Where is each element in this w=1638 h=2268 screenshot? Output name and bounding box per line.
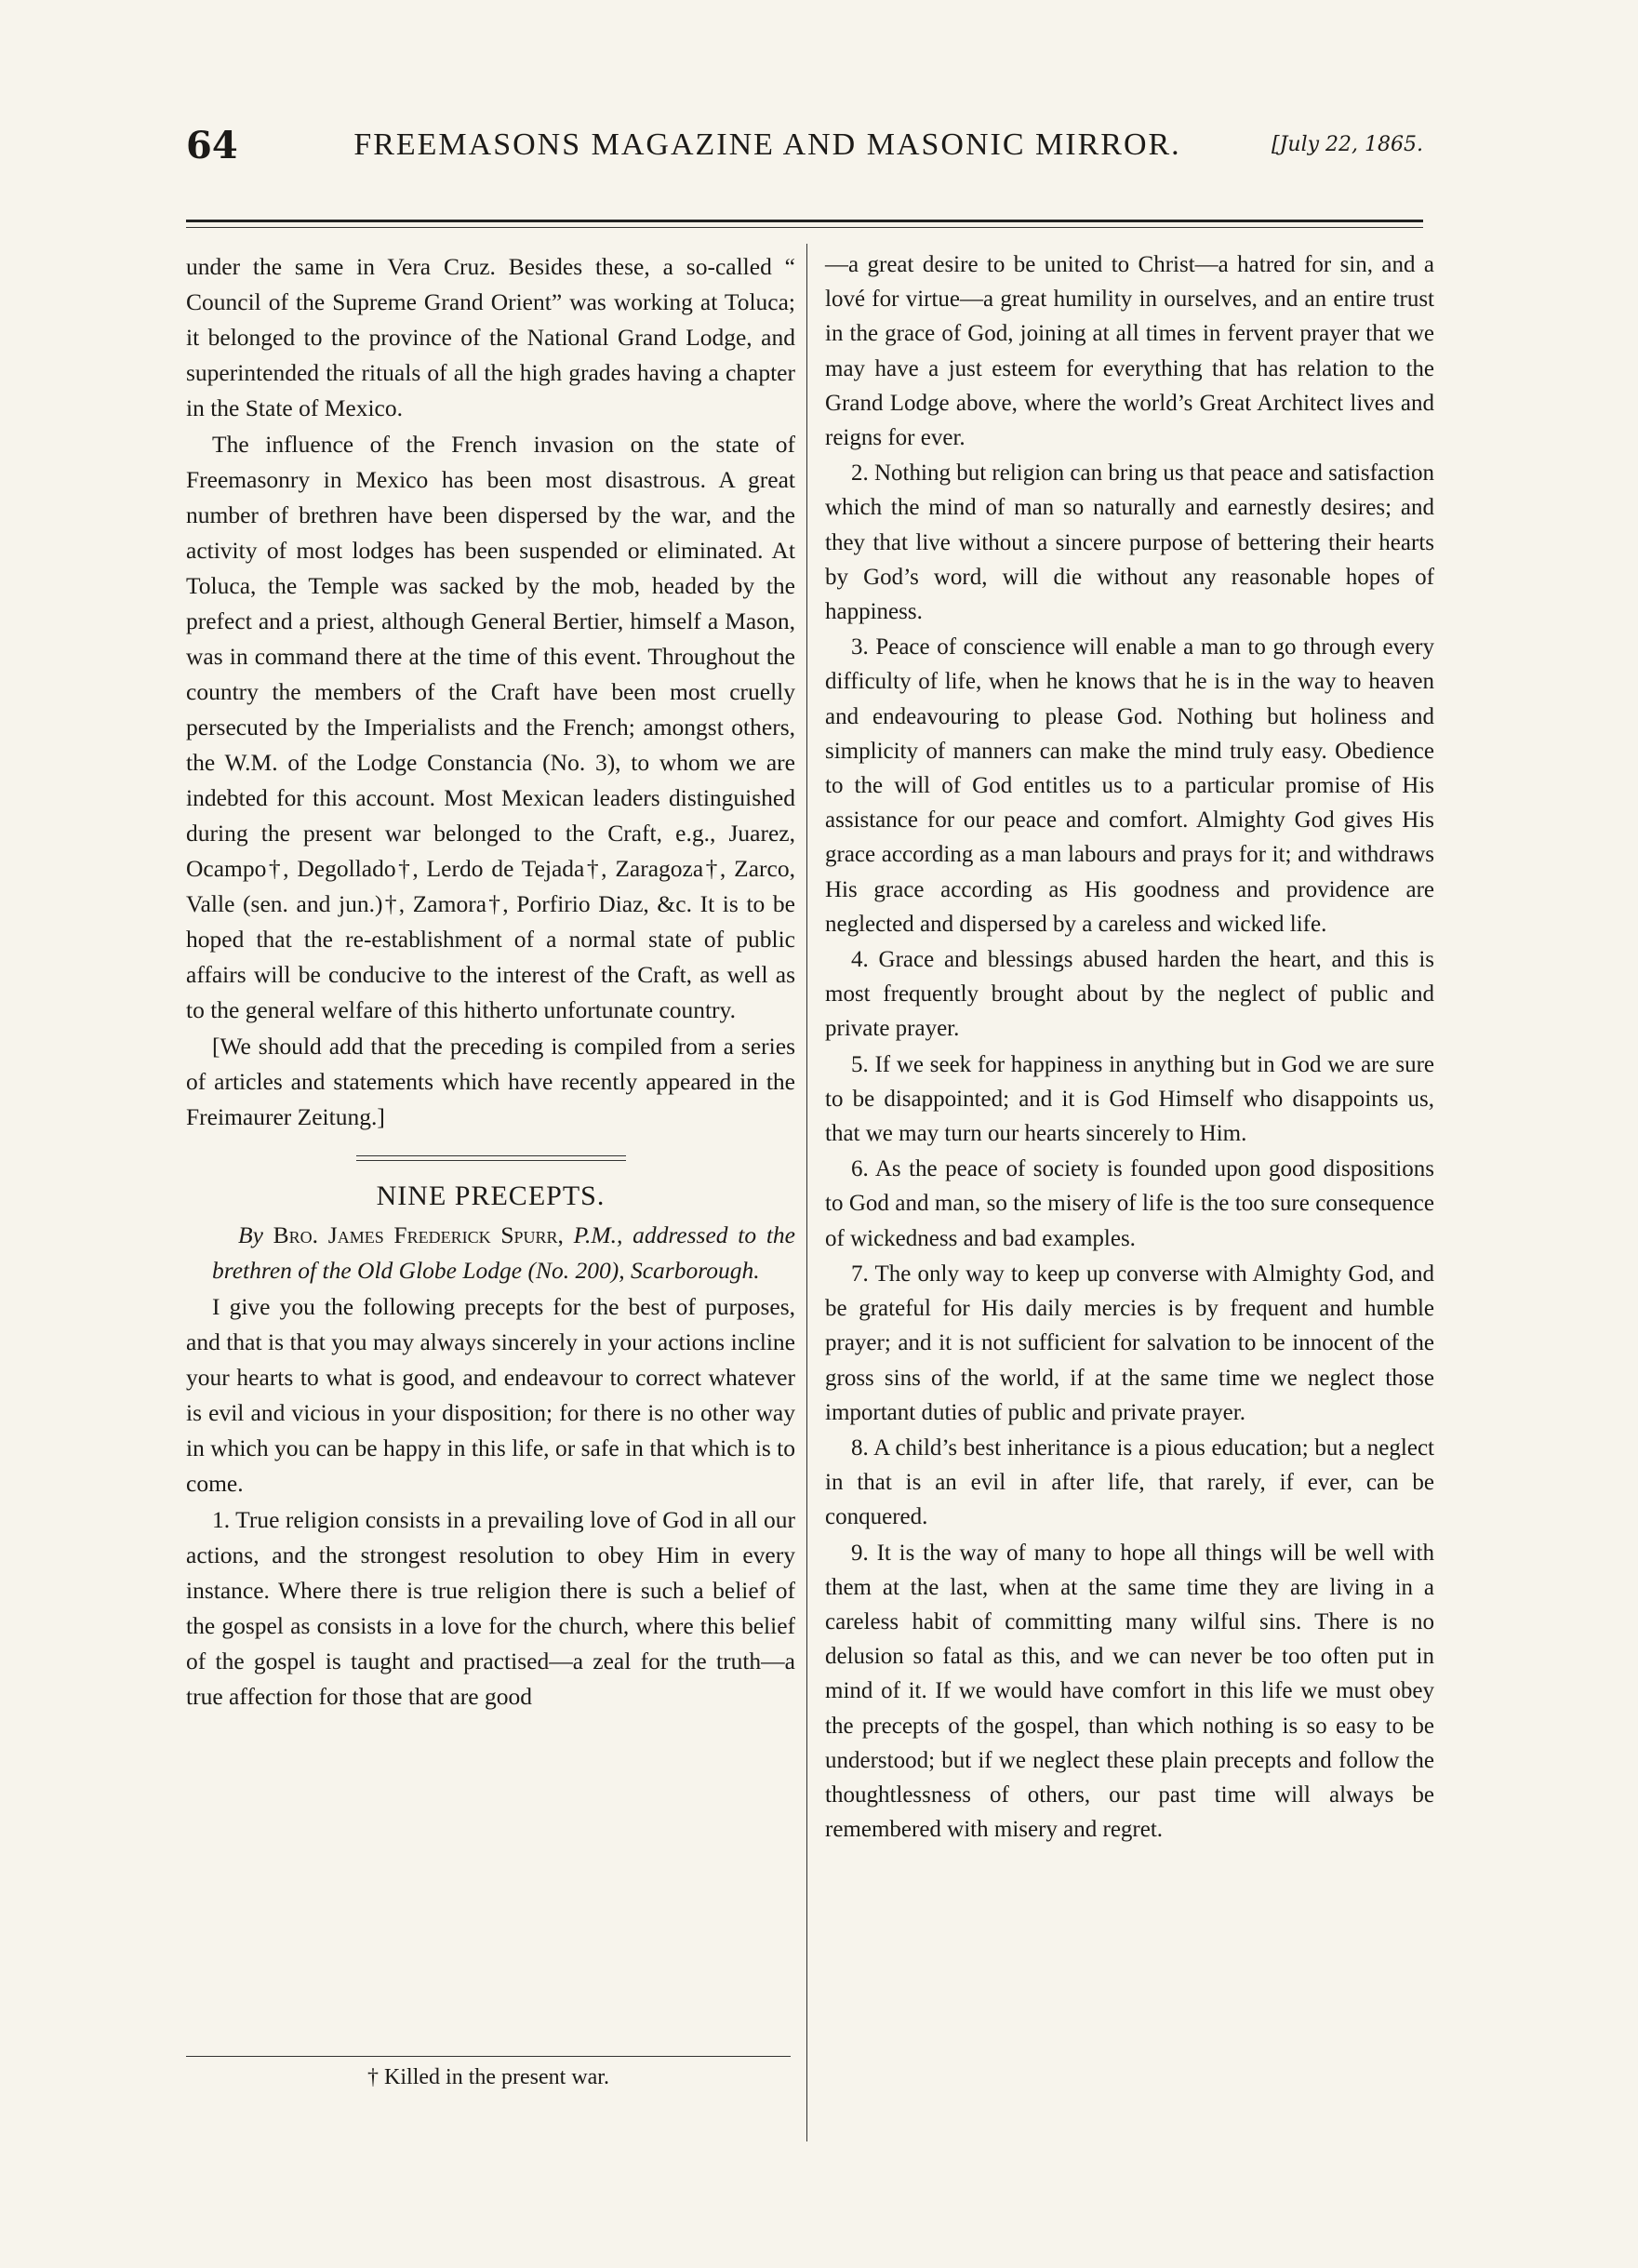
- byline-prefix: By: [238, 1221, 273, 1248]
- precept-4: 4. Grace and blessings abused harden the heart, and this is most frequently brought about by the neglect of public and private prayer.: [825, 947, 1434, 1042]
- precept-5: 5. If we seek for happiness in anything but in God we are sure to be disappointed; and it is God Himself who disappoints us, that we may turn our hearts sincerely to Him.: [825, 1051, 1434, 1147]
- paragraph: I give you the following precepts for the best of purposes, and that is that you may always sincerely in your actions incline your hearts to what is good, and endeavour to correct whatever is evil and vicious in your disposition; for there is no other way in which you can be happy in this life, or safe in that which is to come.: [186, 1293, 795, 1497]
- section-divider: [356, 1155, 626, 1156]
- byline-author: Bro. James Frederick Spurr,: [273, 1221, 564, 1248]
- footnote-rule: [186, 2056, 791, 2057]
- section-title: NINE PRECEPTS.: [376, 1181, 606, 1211]
- paragraph: —a great desire to be united to Christ—a hatred for sin, and a lové for virtue—a great humility in ourselves, and an entire trust in the grace of God, joining at all times in fervent prayer that we may have a just esteem for everything that has relation to the Grand Lodge above, where the world’s Great Architect lives and reigns for ever.: [825, 252, 1434, 451]
- precept-2: 2. Nothing but religion can bring us that peace and satisfaction which the mind of man so naturally and earnestly desires; and they that live without a sincere purpose of bettering their hearts by God’s word, will die without any reasonable hopes of happiness.: [825, 460, 1434, 625]
- right-column: [825, 247, 1434, 1848]
- header-rule-thin: [186, 227, 1423, 228]
- footnote: † Killed in the present war.: [367, 2065, 609, 2089]
- page-number: 64: [186, 124, 238, 167]
- issue-date: [July 22, 1865.: [1272, 133, 1423, 156]
- precept-8: 8. A child’s best inheritance is a pious education; but a neglect in that is an evil in after life, that rarely, if ever, can be conquered.: [825, 1434, 1434, 1530]
- byline: [186, 1218, 795, 1288]
- precept-1: 1. True religion consists in a prevailing love of God in all our actions, and the strongest resolution to obey Him in every instance. Where there is true religion there is such a belief of the gospel as consists in a love for the church, where this belief of the gospel is taught and practised—a zeal for the truth—a true affection for those that are good: [186, 1506, 795, 1710]
- paragraph: The influence of the French invasion on the state of Freemasonry in Mexico has been most disastrous. A great number of brethren have been dispersed by the war, and the activity of most lodges has been suspended or eliminated. At Toluca, the Temple was sacked by the mob, headed by the prefect and a priest, although General Bertier, himself a Mason, was in command there at the time of this event. Throughout the country the members of the Craft have been most cruelly persecuted by the Imperialists and the French; amongst others, the W.M. of the Lodge Constancia (No. 3), to whom we are indebted for this account. Most Mexican leaders distinguished during the present war belonged to the Craft, e.g., Juarez, Ocampo†, Degollado†, Lerdo de Tejada†, Zaragoza†, Zarco, Valle (sen. and jun.)†, Zamora†, Porfirio Diaz, &c. It is to be hoped that the re-establishment of a normal state of public affairs will be conducive to the interest of the Craft, as well as to the general welfare of this hitherto unfortunate country.: [186, 431, 795, 1023]
- precept-6: 6. As the peace of society is founded upon good dispositions to God and man, so the misery of life is the too sure consequence of wickedness and bad examples.: [825, 1156, 1434, 1251]
- byline-rest: P.M., addressed to the brethren of the Old Globe Lodge (No. 200), Scarborough.: [212, 1221, 795, 1284]
- precept-7: 7. The only way to keep up converse with Almighty God, and be grateful for His daily mercies is by frequent and humble prayer; and it is not sufficient for salvation to be innocent of the gross sins of the world, if at the same time we neglect those important duties of public and private prayer.: [825, 1261, 1434, 1425]
- editorial-note: [We should add that the preceding is compiled from a series of articles and statements which have recently appeared in the Freimaurer Zeitung.]: [186, 1033, 795, 1130]
- header-rule: [186, 220, 1423, 222]
- paragraph: under the same in Vera Cruz. Besides these, a so-called “ Council of the Supreme Grand Orient” was working at Toluca; it belonged to the province of the National Grand Lodge, and superintended the rituals of all the high grades having a chapter in the State of Mexico.: [186, 253, 795, 421]
- column-divider: [806, 244, 807, 2141]
- magazine-title: FREEMASONS MAGAZINE AND MASONIC MIRROR.: [353, 127, 1181, 162]
- precept-9: 9. It is the way of many to hope all things will be well with them at the last, when at the same time they are living in a careless habit of committing many wilful sins. There is no delusion so fatal as this, and we can never be too often put in mind of it. If we would have comfort in this life we must obey the precepts of the gospel, than which nothing is so easy to be understood; but if we neglect these plain precepts and follow the thoughtlessness of others, our past time will always be remembered with misery and regret.: [825, 1540, 1434, 1843]
- precept-3: 3. Peace of conscience will enable a man to go through every difficulty of life, when he knows that he is in the way to heaven and endeavouring to please God. Nothing but holiness and simplicity of manners can make the mind truly easy. Obedience to the will of God entitles us to a particular promise of His assistance for our peace and comfort. Almighty God gives His grace according as a man labours and prays for it; and withdraws His grace according as His goodness and providence are neglected and dispersed by a careless and wicked life.: [825, 634, 1434, 937]
- left-column: [186, 249, 795, 1715]
- page-header: [186, 116, 1423, 172]
